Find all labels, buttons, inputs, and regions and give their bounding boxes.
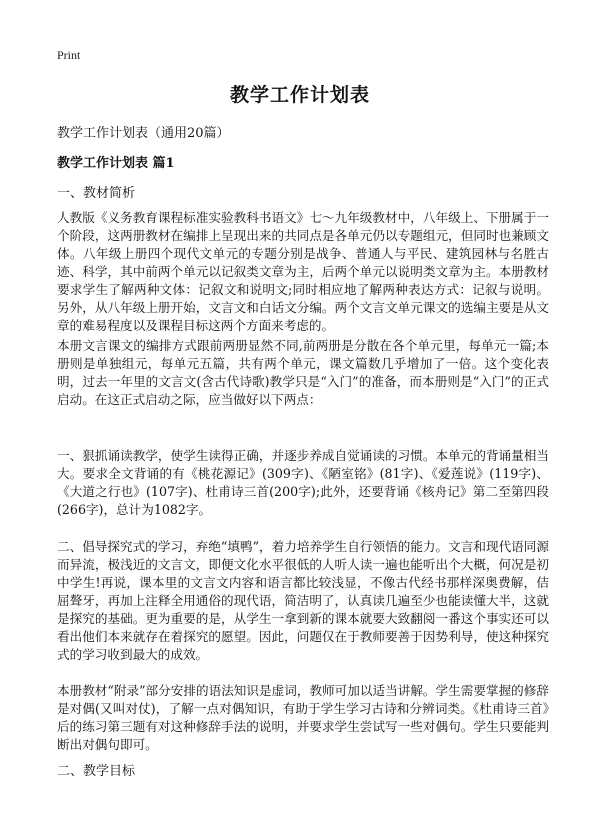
print-link[interactable]: Print [57,48,81,62]
paragraph: 一、狠抓诵读教学，使学生读得正确，并逐步养成自觉诵读的习惯。本单元的背诵量相当大。要求全文背诵的有《桃花源记》(309字)、《陋室铭》(81字)、《爱莲说》(119字)、《大道之行也》(107字)、杜甫诗三首(200字);此外，还要背诵《核舟记》第二至第四段(266字)，总计为1082字。 [57,448,549,517]
paragraph: 二、倡导探究式的学习，弃绝“填鸭”，着力培养学生自行领悟的能力。文言和现代语同源而异流，极浅近的文言文，即便文化水平很低的人听人读一遍也能听出个大概，何况是初中学生!再说，课本里的文言文内容和语言都比较浅显，不像古代经书那样深奥费解，佶屈聱牙，再加上注释全用通俗的现代语，简洁明了，认真读几遍至少也能读懂大半，这就是探究的基础。更为重要的是，从学生一拿到新的课本就要大致翻阅一番这个事实还可以看出他们本来就存在着探究的愿望。因此，问题仅在于教师要善于因势利导，使这种探究式的学习收到最大的成效。 [57,539,549,662]
heading-teaching-goals: 二、教学目标 [57,764,136,779]
document-subtitle: 教学工作计划表（通用20篇） [57,126,230,141]
section-title: 教学工作计划表 篇1 [57,156,175,171]
paragraph: 本册教材“附录”部分安排的语法知识是虚词，教师可加以适当讲解。学生需要掌握的修辞是对偶(又叫对仗)，了解一点对偶知识，有助于学生学习古诗和分辨词类。《杜甫诗三首》后的练习第三题有对这种修辞手法的说明，并要求学生尝试写一些对偶句。学生只要能判断出对偶句即可。 [57,683,549,752]
paragraph: 本册文言课文的编排方式跟前两册显然不同,前两册是分散在各个单元里，每单元一篇;本册则是单独组元，每单元五篇，共有两个单元，课文篇数几乎增加了一倍。这个变化表明，过去一年里的文言文(含古代诗歌)教学只是“入门”的准备，而本册则是“入门”的正式启动。在这正式启动之际，应当做好以下两点： [57,338,549,407]
paragraph: 人教版《义务教育课程标准实验教科书语文》七～九年级教材中，八年级上、下册属于一个阶段，这两册教材在编排上呈现出来的共同点是各单元仍以专题组元，但同时也兼顾文体。八年级上册四个现代文单元的专题分别是战争、普通人与平民、建筑园林与名胜古迹、科学，其中前两个单元以记叙类文章为主，后两个单元以说明类文章为主。本册教材要求学生了解两种文体：记叙文和说明文;同时相应地了解两种表达方式：记叙与说明。另外，从八年级上册开始，文言文和白话文分编。两个文言文单元课文的选编主要是从文章的难易程度以及课程目标这两个方面来考虑的。 [57,210,549,333]
page-title: 教学工作计划表 [229,84,370,106]
heading-material-analysis: 一、教材简析 [57,186,136,201]
